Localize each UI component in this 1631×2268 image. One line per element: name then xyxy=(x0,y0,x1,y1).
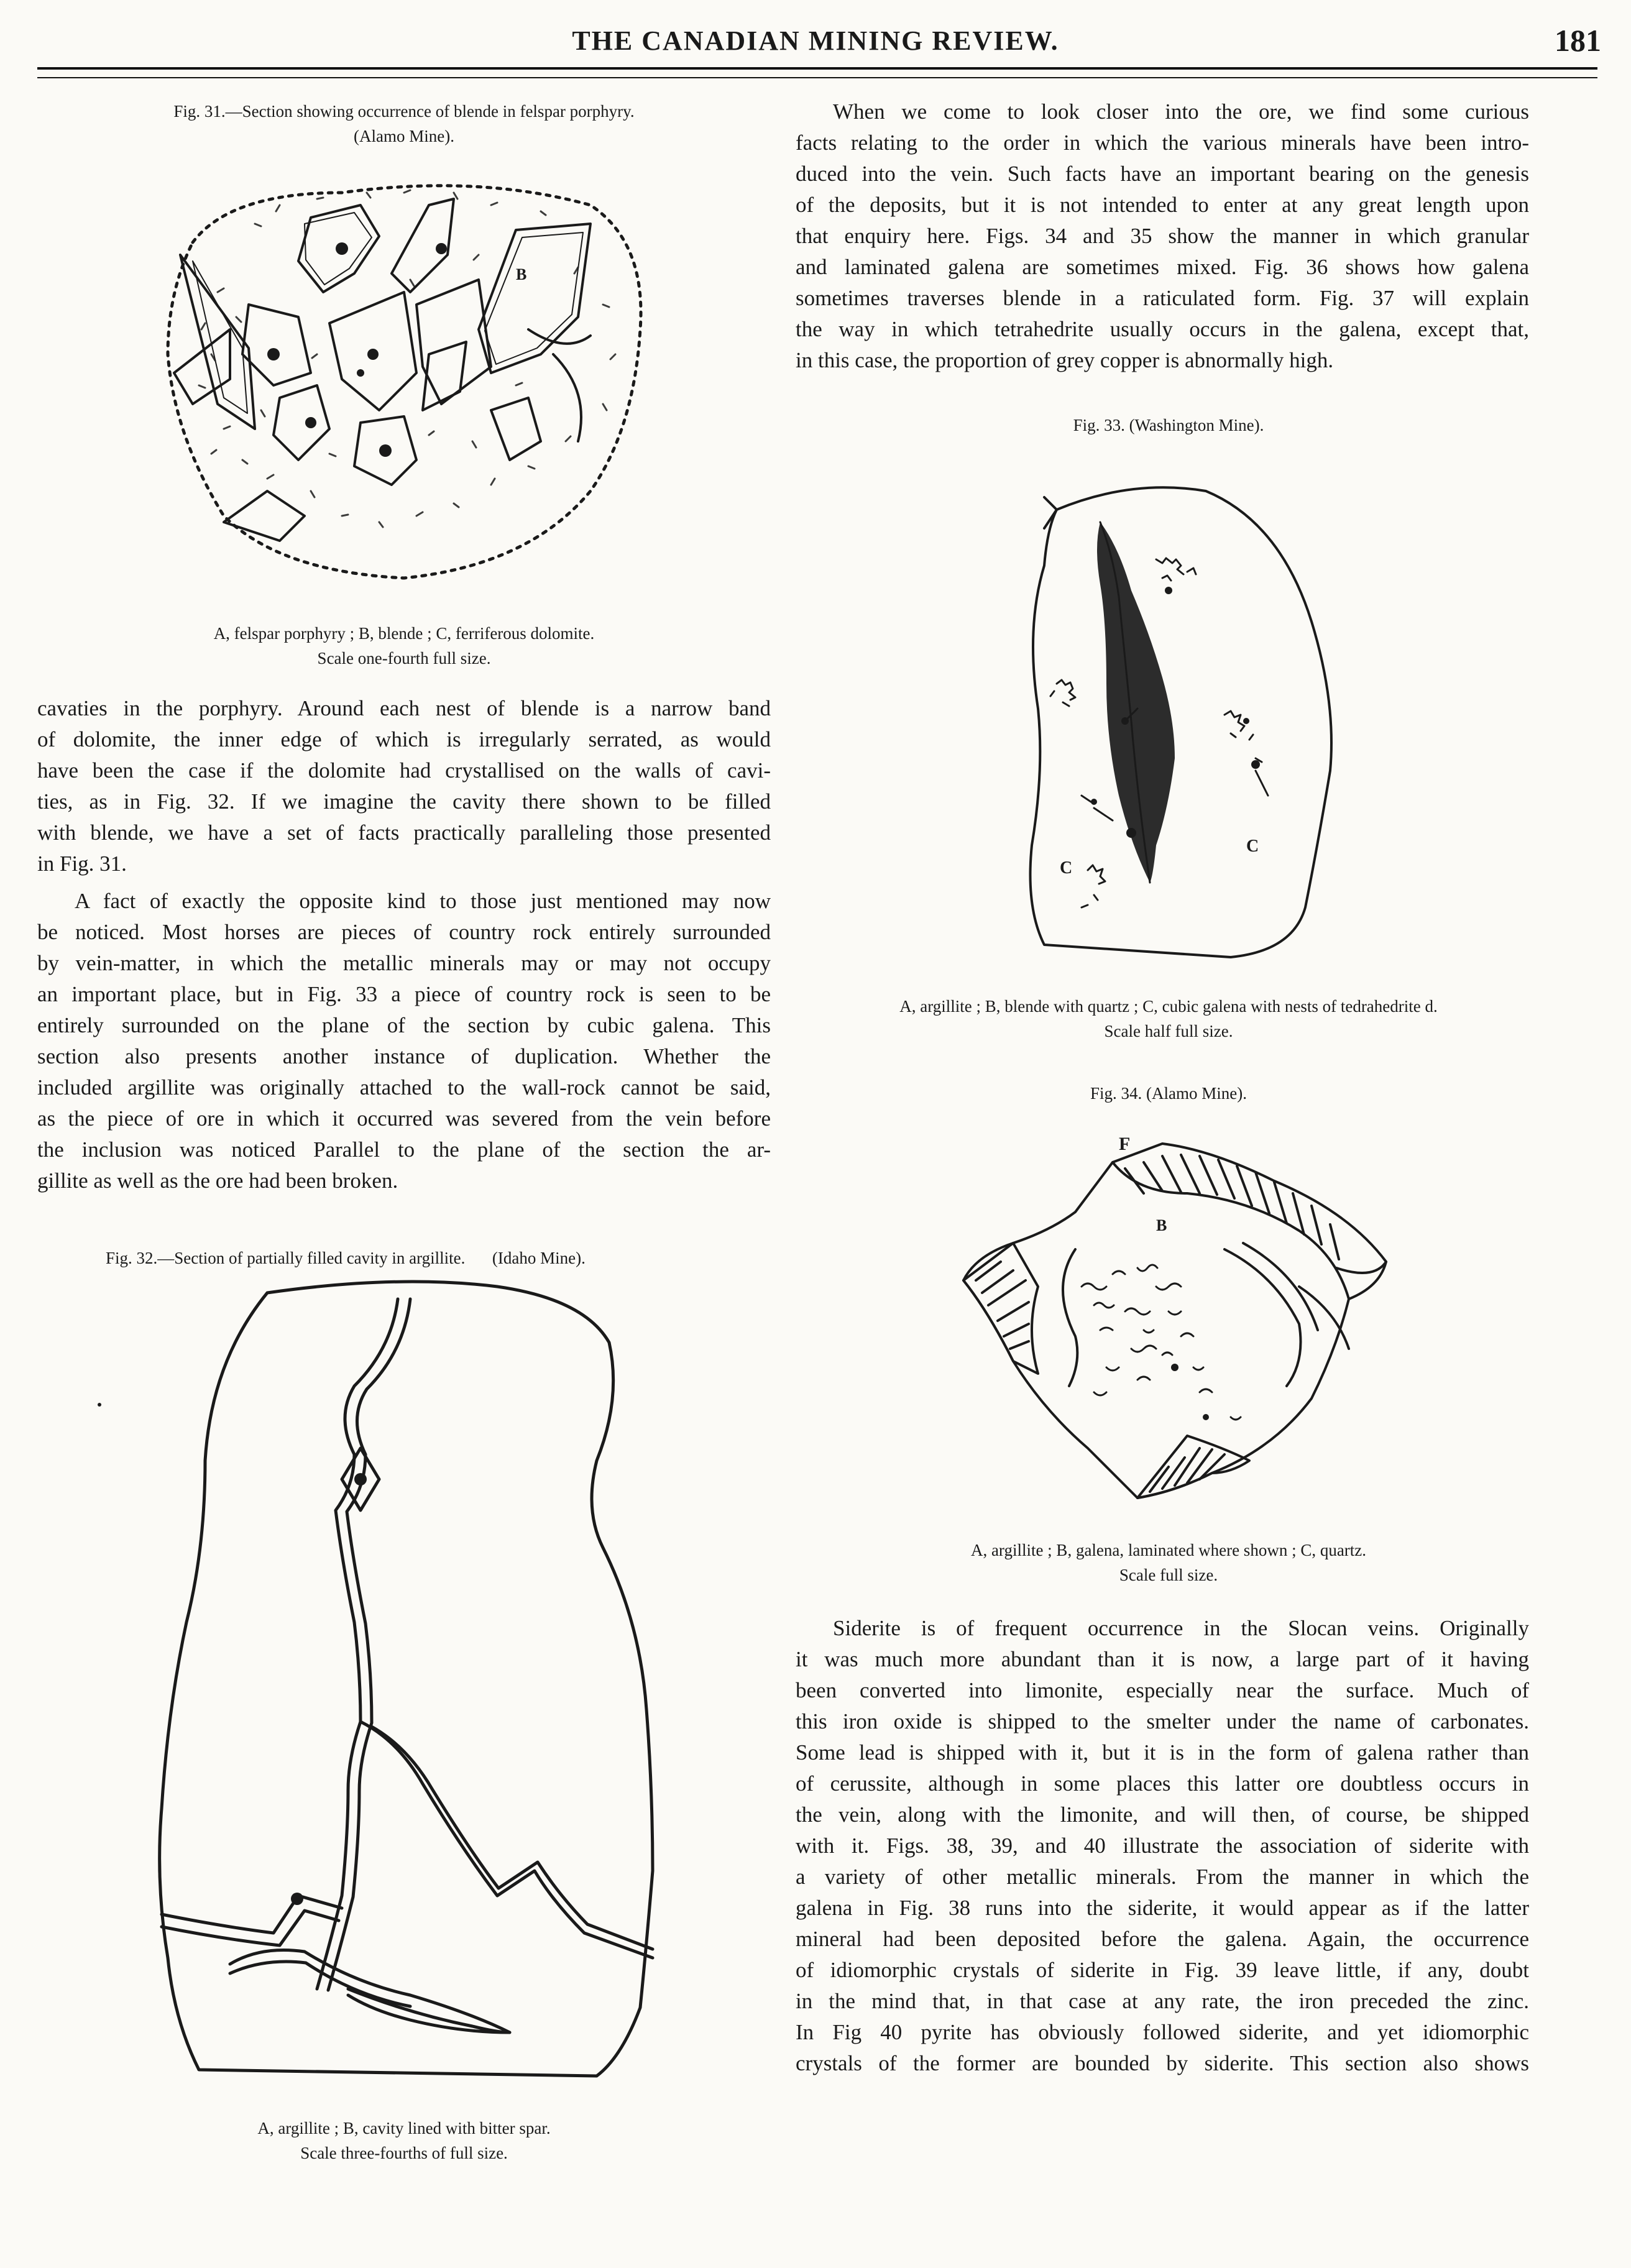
fig33-scale: Scale half full size. xyxy=(1104,1022,1233,1040)
fig31-illustration xyxy=(155,168,665,603)
text-line: have been the case if the dolomite had crystallised on the walls of cavi- xyxy=(37,758,771,783)
fig31-label-b: B xyxy=(516,265,527,283)
fig32-title xyxy=(106,1246,727,1270)
text-line: duced into the vein. Such facts have an important bearing on the genesis xyxy=(796,162,1529,186)
fig32-scale: Scale three-fourths of full size. xyxy=(300,2144,508,2162)
text-line: entirely surrounded on the plane of the section by cubic galena. This xyxy=(37,1013,771,1037)
fig34-label-f: F xyxy=(1119,1134,1131,1154)
right-paragraph-1 xyxy=(796,96,1529,376)
fig34-scale: Scale full size. xyxy=(1119,1566,1218,1584)
text-line: been converted into limonite, especially near the surface. Much of xyxy=(796,1678,1529,1702)
fig33-title: Fig. 33. (Washington Mine). xyxy=(1073,416,1264,434)
text-line: as the piece of ore in which it occurred was severed from the vein before xyxy=(37,1106,771,1131)
text-line: a variety of other metallic minerals. From the manner in which the xyxy=(796,1865,1529,1889)
fig32-legend: A, argillite ; B, cavity lined with bitter spar. xyxy=(257,2119,551,2137)
header-rule-thick xyxy=(37,67,1597,70)
text-line: sometimes traverses blende in a raticulated form. Fig. 37 will explain xyxy=(796,286,1529,310)
fig31-subtitle: (Alamo Mine). xyxy=(354,127,454,145)
text-line: of idiomorphic crystals of siderite in Fig. 39 leave little, if any, doubt xyxy=(796,1958,1529,1982)
left-paragraph-2 xyxy=(37,886,771,1196)
text-line: crystals of the former are bounded by siderite. This section also shows xyxy=(796,2051,1529,2075)
text-line: and laminated galena are sometimes mixed. Fig. 36 shows how galena xyxy=(796,255,1529,279)
text-line: Some lead is shipped with it, but it is in the form of galena rather than xyxy=(796,1740,1529,1765)
text-line: by vein-matter, in which the metallic minerals may or may not occupy xyxy=(37,951,771,975)
text-line: of cerussite, although in some places this latter ore doubtless occurs in xyxy=(796,1771,1529,1796)
text-line: it was much more abundant than it is now, a large part of it having xyxy=(796,1647,1529,1671)
text-line: in Fig. 31. xyxy=(37,852,127,876)
text-line: mineral had been deposited before the galena. Again, the occurrence xyxy=(796,1927,1529,1951)
text-line: section also presents another instance of duplication. Whether the xyxy=(37,1044,771,1068)
journal-title: THE CANADIAN MINING REVIEW. xyxy=(572,25,1059,56)
fig33-label-c-left: C xyxy=(1060,858,1073,878)
text-line: galena in Fig. 38 runs into the siderite, it would appear as if the latter xyxy=(796,1896,1529,1920)
text-line: with blende, we have a set of facts practically paralleling those presented xyxy=(37,820,771,845)
fig32-title-text: Fig. 32.—Section of partially filled cavity in argillite. xyxy=(106,1249,466,1267)
fig34-label-b: B xyxy=(1156,1216,1167,1234)
text-line: in this case, the proportion of grey copper is abnormally high. xyxy=(796,348,1334,372)
text-line: with it. Figs. 38, 39, and 40 illustrate the association of siderite with xyxy=(796,1834,1529,1858)
fig32-illustration xyxy=(149,1274,684,2095)
fig33-illustration xyxy=(1019,472,1343,963)
text-line: Siderite is of frequent occurrence in the Slocan veins. Originally xyxy=(833,1616,1529,1640)
text-line: A fact of exactly the opposite kind to those just mentioned may now xyxy=(75,889,771,913)
text-line: this iron oxide is shipped to the smelter under the name of carbonates. xyxy=(796,1709,1529,1733)
fig31-title: Fig. 31.—Section showing occurrence of blende in felspar porphyry. xyxy=(173,102,635,121)
text-line: gillite as well as the ore had been broken. xyxy=(37,1168,398,1193)
text-line: facts relating to the order in which the various minerals have been intro- xyxy=(796,131,1529,155)
text-line: the inclusion was noticed Parallel to the plane of the section the ar- xyxy=(37,1137,771,1162)
fig31-legend: A, felspar porphyry ; B, blende ; C, ferriferous dolomite. xyxy=(213,624,595,643)
text-line: cavaties in the porphyry. Around each nest of blende is a narrow band xyxy=(37,696,771,720)
header-rule-thin xyxy=(37,77,1597,78)
fig32-subtitle: (Idaho Mine). xyxy=(492,1249,586,1267)
text-line: an important place, but in Fig. 33 a piece of country rock is seen to be xyxy=(37,982,771,1006)
text-line: the vein, along with the limonite, and will then, of course, be shipped xyxy=(796,1802,1529,1827)
fig33-legend: A, argillite ; B, blende with quartz ; C, cubic galena with nests of tedrahedrite d. xyxy=(899,997,1438,1016)
text-line: When we come to look closer into the ore, we find some curious xyxy=(833,99,1529,124)
text-line: in the mind that, in that case at any rate, the iron preceded the zinc. xyxy=(796,1989,1529,2013)
fig34-illustration xyxy=(951,1125,1411,1510)
left-paragraph-1 xyxy=(37,693,771,879)
fig33-label-c-right: C xyxy=(1246,837,1259,856)
text-line: ties, as in Fig. 32. If we imagine the cavity there shown to be filled xyxy=(37,789,771,814)
text-line: the way in which tetrahedrite usually occurs in the galena, except that, xyxy=(796,317,1529,341)
text-line: of dolomite, the inner edge of which is irregularly serrated, as would xyxy=(37,727,771,751)
fig31-scale: Scale one-fourth full size. xyxy=(317,649,491,668)
text-line: included argillite was originally attached to the wall-rock cannot be said, xyxy=(37,1075,771,1100)
text-line: that enquiry here. Figs. 34 and 35 show the manner in which granular xyxy=(796,224,1529,248)
right-paragraph-2 xyxy=(796,1613,1529,2079)
fig34-legend: A, argillite ; B, galena, laminated where shown ; C, quartz. xyxy=(970,1541,1367,1559)
fig34-title: Fig. 34. (Alamo Mine). xyxy=(1090,1084,1247,1103)
text-line: In Fig 40 pyrite has obviously followed siderite, and yet idiomorphic xyxy=(796,2020,1529,2044)
text-line: of the deposits, but it is not intended to enter at any great length upon xyxy=(796,193,1529,217)
text-line: be noticed. Most horses are pieces of country rock entirely surrounded xyxy=(37,920,771,944)
page-number: 181 xyxy=(1555,23,1601,58)
